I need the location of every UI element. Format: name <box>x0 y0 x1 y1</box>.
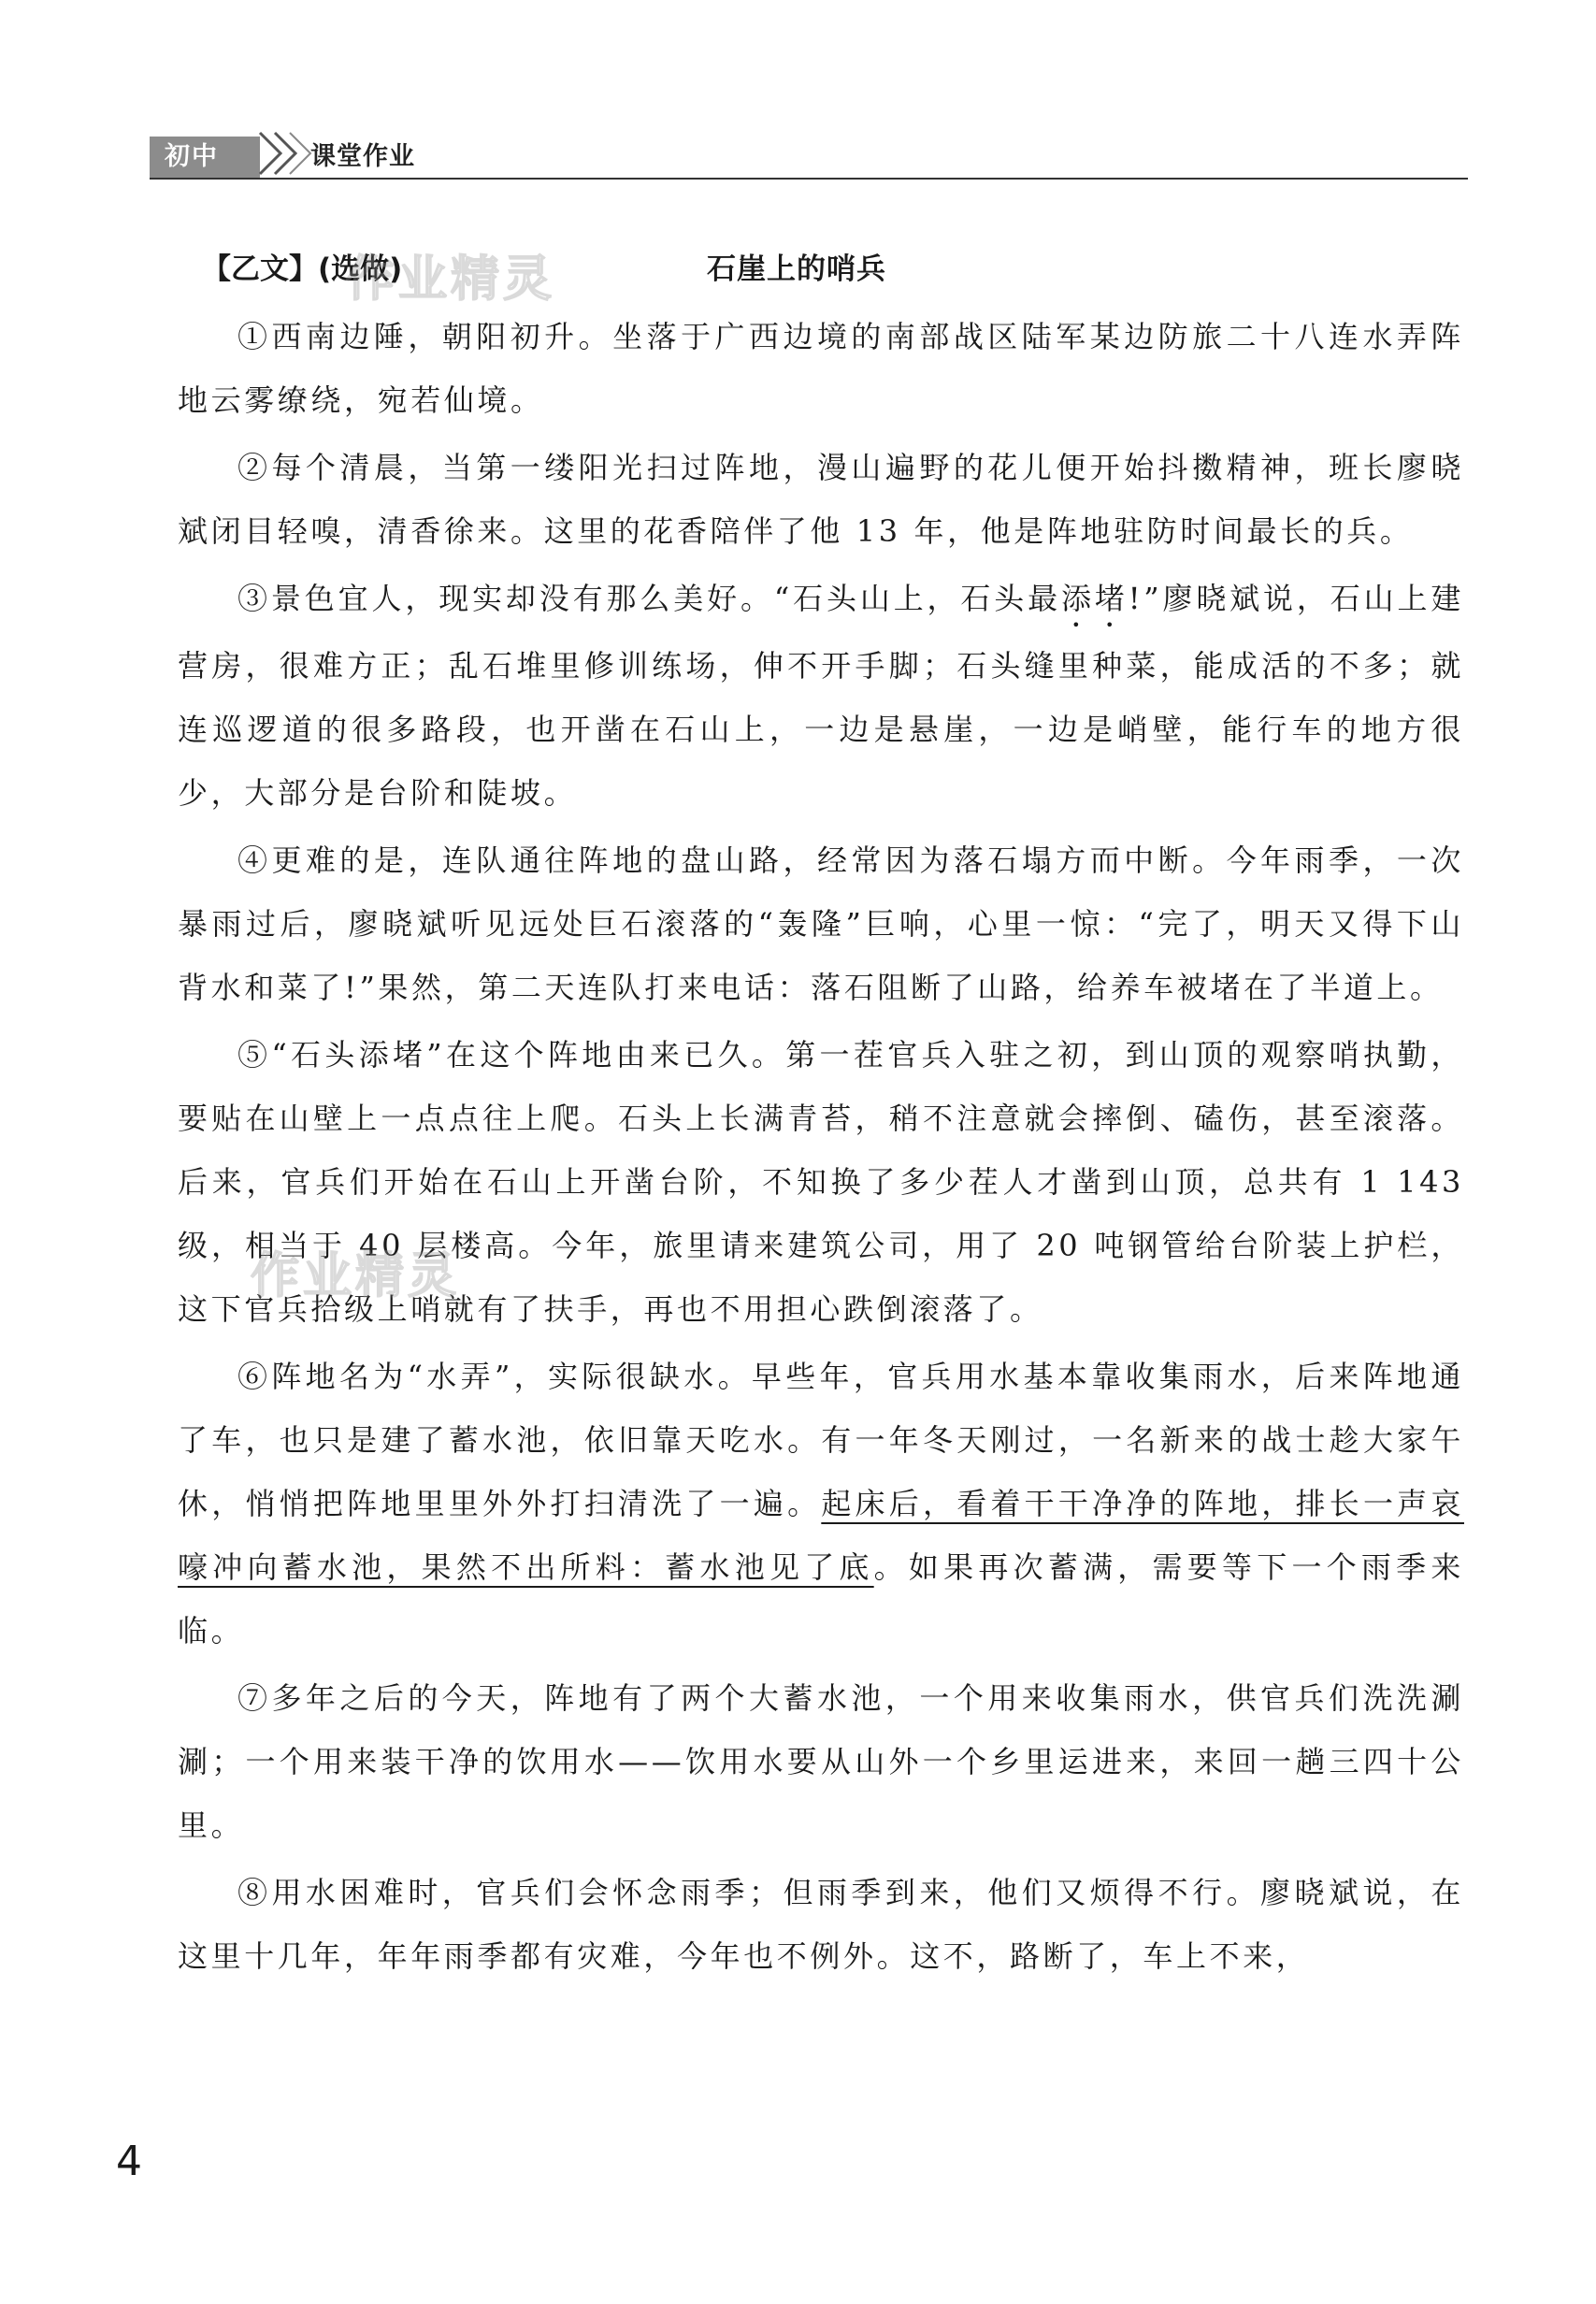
double-chevron-icon <box>243 127 318 180</box>
paragraph-1: ①西南边陲，朝阳初升。坐落于广西边境的南部战区陆军某边防旅二十八连水弄阵地云雾缭绕，宛若仙境。 <box>178 319 1464 418</box>
paragraph-7: ⑦多年之后的今天，阵地有了两个大蓄水池，一个用来收集雨水，供官兵们洗洗涮涮；一个用来装干净的饮用水——饮用水要从山外一个乡里运进来，来回一趟三四十公里。 <box>178 1680 1464 1843</box>
section-label: 【乙文】(选做) <box>202 252 403 286</box>
paragraph-8: ⑧用水困难时，官兵们会怀念雨季；但雨季到来，他们又烦得不行。廖晓斌说，在这里十几年，年年雨季都有灾难，今年也不例外。这不，路断了，车上不来， <box>178 1875 1464 1974</box>
emphasized-term: 添堵 <box>1061 581 1129 616</box>
paragraph-6-start: ⑥阵地名为“水弄”，实际很缺水。早些年，官兵用水基本靠收集雨水，后来阵地通了车，也只是建了蓄水池，依旧靠天吃水。有一年冬天刚过，一名新来的战士趁大家午休，悄悄把阵地里里外外打扫清洗了一遍。 <box>178 1359 1464 1521</box>
series-title: 课堂作业 <box>310 142 415 171</box>
article-title: 石崖上的哨兵 <box>707 252 886 286</box>
underlined-sentence: 起床后，看着干干净净的阵地，排长一声哀嚎冲向蓄水池，果然不出所料：蓄水池见了底 <box>178 1486 1464 1585</box>
watermark-top: 作业精灵 <box>346 252 556 308</box>
paragraph-6 <box>178 1345 1464 1663</box>
paragraph-3 <box>178 567 1464 825</box>
paragraph-6-rest: 。如果再次蓄满，需要等下一个雨季来临。 <box>178 1549 1464 1649</box>
header-divider <box>150 178 1468 180</box>
watermark-middle: 作业精灵 <box>251 1248 461 1304</box>
level-tag: 初中 <box>150 137 260 178</box>
article-body <box>178 305 1464 1992</box>
page-header <box>150 133 1468 180</box>
paragraph-3-start: ③景色宜人，现实却没有那么美好。“石头山上，石头最 <box>237 581 1062 616</box>
paragraph-3-rest: !”廖晓斌说，石山上建营房，很难方正；乱石堆里修训练场，伸不开手脚；石头缝里种菜，能成活的不多；就连巡逻道的很多路段，也开凿在石山上，一边是悬崖，一边是峭壁，能行车的地方很少，大部分是台阶和陡坡。 <box>178 581 1464 811</box>
paragraph-2: ②每个清晨，当第一缕阳光扫过阵地，漫山遍野的花儿便开始抖擞精神，班长廖晓斌闭目轻嗅，清香徐来。这里的花香陪伴了他 13 年，他是阵地驻防时间最长的兵。 <box>178 450 1464 549</box>
section-heading <box>202 241 1464 297</box>
paragraph-4: ④更难的是，连队通往阵地的盘山路，经常因为落石塌方而中断。今年雨季，一次暴雨过后，廖晓斌听见远处巨石滚落的“轰隆”巨响，心里一惊：“完了，明天又得下山背水和菜了!”果然，第二天连队打来电话：落石阻断了山路，给养车被堵在了半道上。 <box>178 842 1464 1005</box>
paragraph-5: ⑤“石头添堵”在这个阵地由来已久。第一茬官兵入驻之初，到山顶的观察哨执勤，要贴在山壁上一点点往上爬。石头上长满青苔，稍不注意就会摔倒、磕伤，甚至滚落。后来，官兵们开始在石山上开凿台阶，不知换了多少茬人才凿到山顶，总共有 1 143 级，相当于 40 层楼高。今年，旅里请来建筑公司，用了 20 吨钢管给台阶装上护栏，这下官兵拾级上哨就有了扶手，再也不用担心跌倒滚落了。 <box>178 1037 1464 1327</box>
page-number: 4 <box>116 2138 142 2185</box>
